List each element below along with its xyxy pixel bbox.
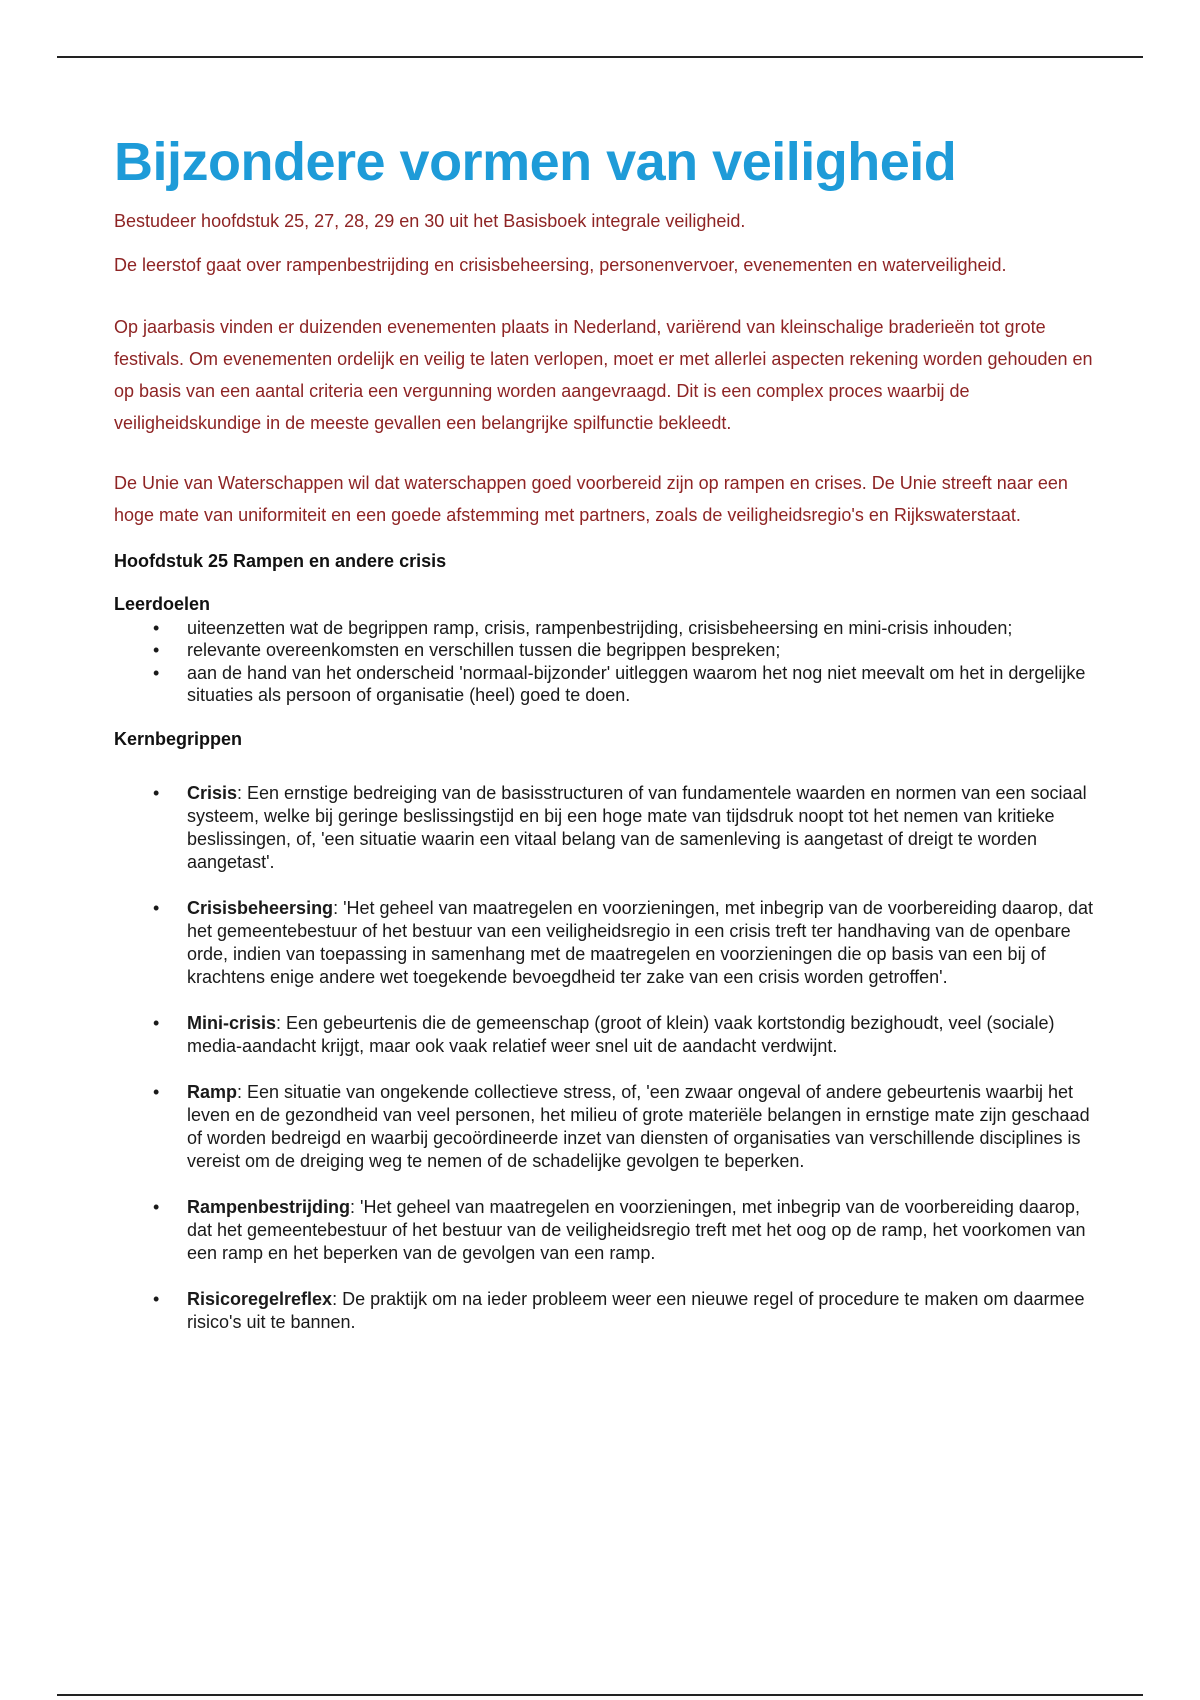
term-item (114, 1196, 1094, 1265)
chapter-heading: Hoofdstuk 25 Rampen en andere crisis (114, 550, 447, 571)
core-concepts-heading: Kernbegrippen (114, 728, 243, 749)
term-item (114, 1288, 1094, 1334)
bullet-icon: • (153, 1012, 160, 1033)
term-definition: : Een gebeurtenis die de gemeenschap (groot of klein) vaak kortstondig bezighoudt, veel (sociale) media-aandacht krijgt, maar ook vaak relatief weer snel uit de aandacht verdwijnt. (187, 1012, 1055, 1056)
bullet-icon: • (153, 782, 160, 803)
term-definition: : Een ernstige bedreiging van de basisstructuren of van fundamentele waarden en normen van een sociaal systeem, welke bij geringe beslissingstijd en bij een hoge mate van tijdsdruk noopt tot het nemen van kritieke beslissingen, of, 'een situatie waarin een vitaal belang van de samenleving is aangetast of dreigt te worden aangetast'. (187, 782, 1087, 872)
term-item (114, 1081, 1094, 1173)
goal-text: relevante overeenkomsten en verschillen tussen die begrippen bespreken; (187, 640, 781, 661)
bullet-icon: • (153, 897, 160, 918)
page-title: Bijzondere vormen van veiligheid (114, 132, 957, 192)
top-rule (57, 56, 1143, 58)
term-definition: : 'Het geheel van maatregelen en voorzieningen, met inbegrip van de voorbereiding daarop, dat het gemeentebestuur of het bestuur van een veiligheidsregio in een crisis treft ter handhaving van de openbare orde, indien van toepassing in samenhang met de maatregelen en voorzieningen die op basis van een bij of krachtens enige andere wet toegekende bevoegdheid ter zake van een crisis worden getroffen'. (187, 897, 1093, 987)
goal-item (114, 639, 1094, 662)
term-name: Ramp (187, 1081, 238, 1102)
intro-paragraph: Bestudeer hoofdstuk 25, 27, 28, 29 en 30 uit het Basisboek integrale veiligheid. (114, 210, 746, 231)
bullet-icon: • (153, 617, 160, 638)
bullet-icon: • (153, 1081, 160, 1102)
term-item (114, 897, 1094, 989)
document-body (114, 130, 1094, 1357)
intro-paragraph: Op jaarbasis vinden er duizenden evenementen plaats in Nederland, variërend van kleinschalige braderieën tot grote festivals. Om evenementen ordelijk en veilig te laten verlopen, moet er met allerlei aspecten rekening worden gehouden en op basis van een aantal criteria een vergunning worden aangevraagd. Dit is een complex proces waarbij de veiligheidskundige in de meeste gevallen een belangrijke spilfunctie bekleedt. (114, 316, 1093, 433)
bullet-icon: • (153, 1196, 160, 1217)
goal-text: uiteenzetten wat de begrippen ramp, crisis, rampenbestrijding, crisisbeheersing en mini-crisis inhouden; (187, 617, 1013, 638)
intro-paragraph: De Unie van Waterschappen wil dat waterschappen goed voorbereid zijn op rampen en crises. De Unie streeft naar een hoge mate van uniformiteit en een goede afstemming met partners, zoals de veiligheidsregio's en Rijkswaterstaat. (114, 472, 1068, 525)
goals-heading: Leerdoelen (114, 593, 211, 614)
goal-item (114, 617, 1094, 640)
bullet-icon: • (153, 1288, 160, 1309)
goals-list (114, 617, 1094, 707)
bullet-icon: • (153, 640, 160, 661)
goal-text: aan de hand van het onderscheid 'normaal-bijzonder' uitleggen waarom het nog niet meevalt om het in dergelijke situaties als persoon of organisatie (heel) goed te doen. (187, 662, 1086, 706)
bottom-rule (57, 1694, 1143, 1696)
term-definition: : Een situatie van ongekende collectieve stress, of, 'een zwaar ongeval of andere gebeurtenis waarbij het leven en de gezondheid van veel personen, het milieu of grote materiële belangen in ernstige mate zijn geschaad of worden bedreigd en waarbij gecoördineerde inzet van diensten of organisaties van verschillende disciplines is vereist om de dreiging weg te nemen of de schadelijke gevolgen te beperken. (187, 1081, 1090, 1171)
term-item (114, 782, 1094, 874)
goal-item (114, 662, 1094, 707)
term-name: Mini-crisis (187, 1012, 277, 1033)
term-name: Crisisbeheersing (187, 897, 334, 918)
term-name: Rampenbestrijding (187, 1196, 351, 1217)
core-concepts-list (114, 782, 1094, 1334)
term-item (114, 1012, 1094, 1058)
term-name: Crisis (187, 782, 238, 803)
intro-paragraph: De leerstof gaat over rampenbestrijding en crisisbeheersing, personenvervoer, evenementen en waterveiligheid. (114, 254, 1007, 275)
term-name: Risicoregelreflex (187, 1288, 333, 1309)
term-definition: : 'Het geheel van maatregelen en voorzieningen, met inbegrip van de voorbereiding daarop, dat het gemeentebestuur of het bestuur van de veiligheidsregio treft met het oog op de ramp, het voorkomen van een ramp en het beperken van de gevolgen van een ramp. (187, 1196, 1086, 1263)
term-definition: : De praktijk om na ieder probleem weer een nieuwe regel of procedure te maken om daarmee risico's uit te bannen. (187, 1288, 1085, 1332)
bullet-icon: • (153, 662, 160, 683)
